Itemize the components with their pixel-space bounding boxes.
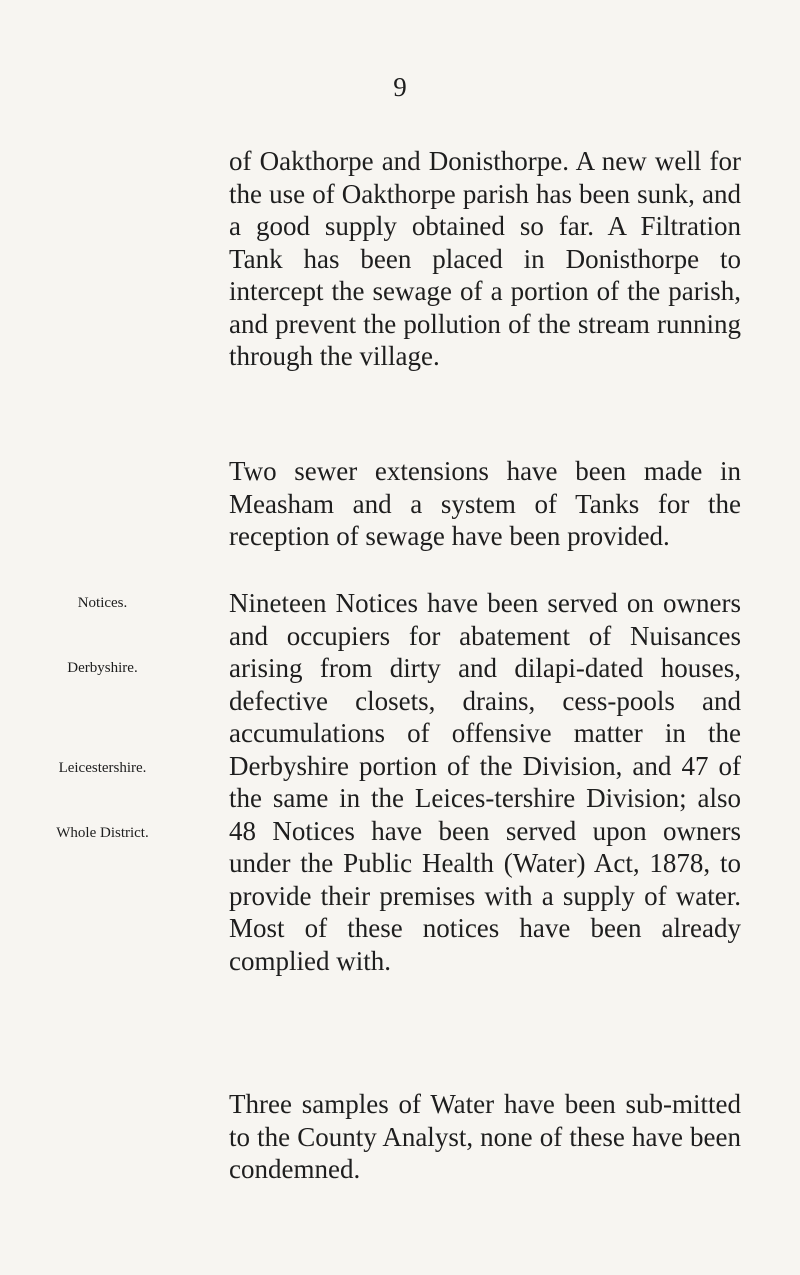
- margin-note-notices: Notices.: [77, 595, 128, 611]
- paragraph-notices: Nineteen Notices have been served on owners and occupiers for abatement of Nuisances arising from dirty and dilapi-dated houses, defective closets, drains, cess-pools and accumulations of offensive matter in the Derbyshire portion of the Division, and 47 of the same in the Leices-tershire Division; also 48 Notices have been served upon owners under the Public Health (Water) Act, 1878, to provide their premises with a supply of water. Most of these notices have been already complied with.: [229, 588, 741, 976]
- paragraph-water-samples: Three samples of Water have been sub-mitted to the County Analyst, none of these have been condemned.: [229, 1089, 741, 1184]
- margin-note-whole-district: Whole District.: [56, 825, 149, 841]
- margin-note-derbyshire: Derbyshire.: [67, 660, 138, 676]
- page-number: 9: [393, 72, 407, 102]
- paragraph-wells-filtration: of Oakthorpe and Donisthorpe. A new well for the use of Oakthorpe parish has been sunk, and a good supply obtained so far. A Filtration Tank has been placed in Donisthorpe to intercept the sewage of a portion of the parish, and prevent the pollution of the stream running through the village.: [229, 146, 741, 371]
- margin-note-leicestershire: Leicestershire.: [58, 760, 147, 776]
- paragraph-sewer-extensions: Two sewer extensions have been made in Measham and a system of Tanks for the reception of sewage have been provided.: [229, 456, 741, 551]
